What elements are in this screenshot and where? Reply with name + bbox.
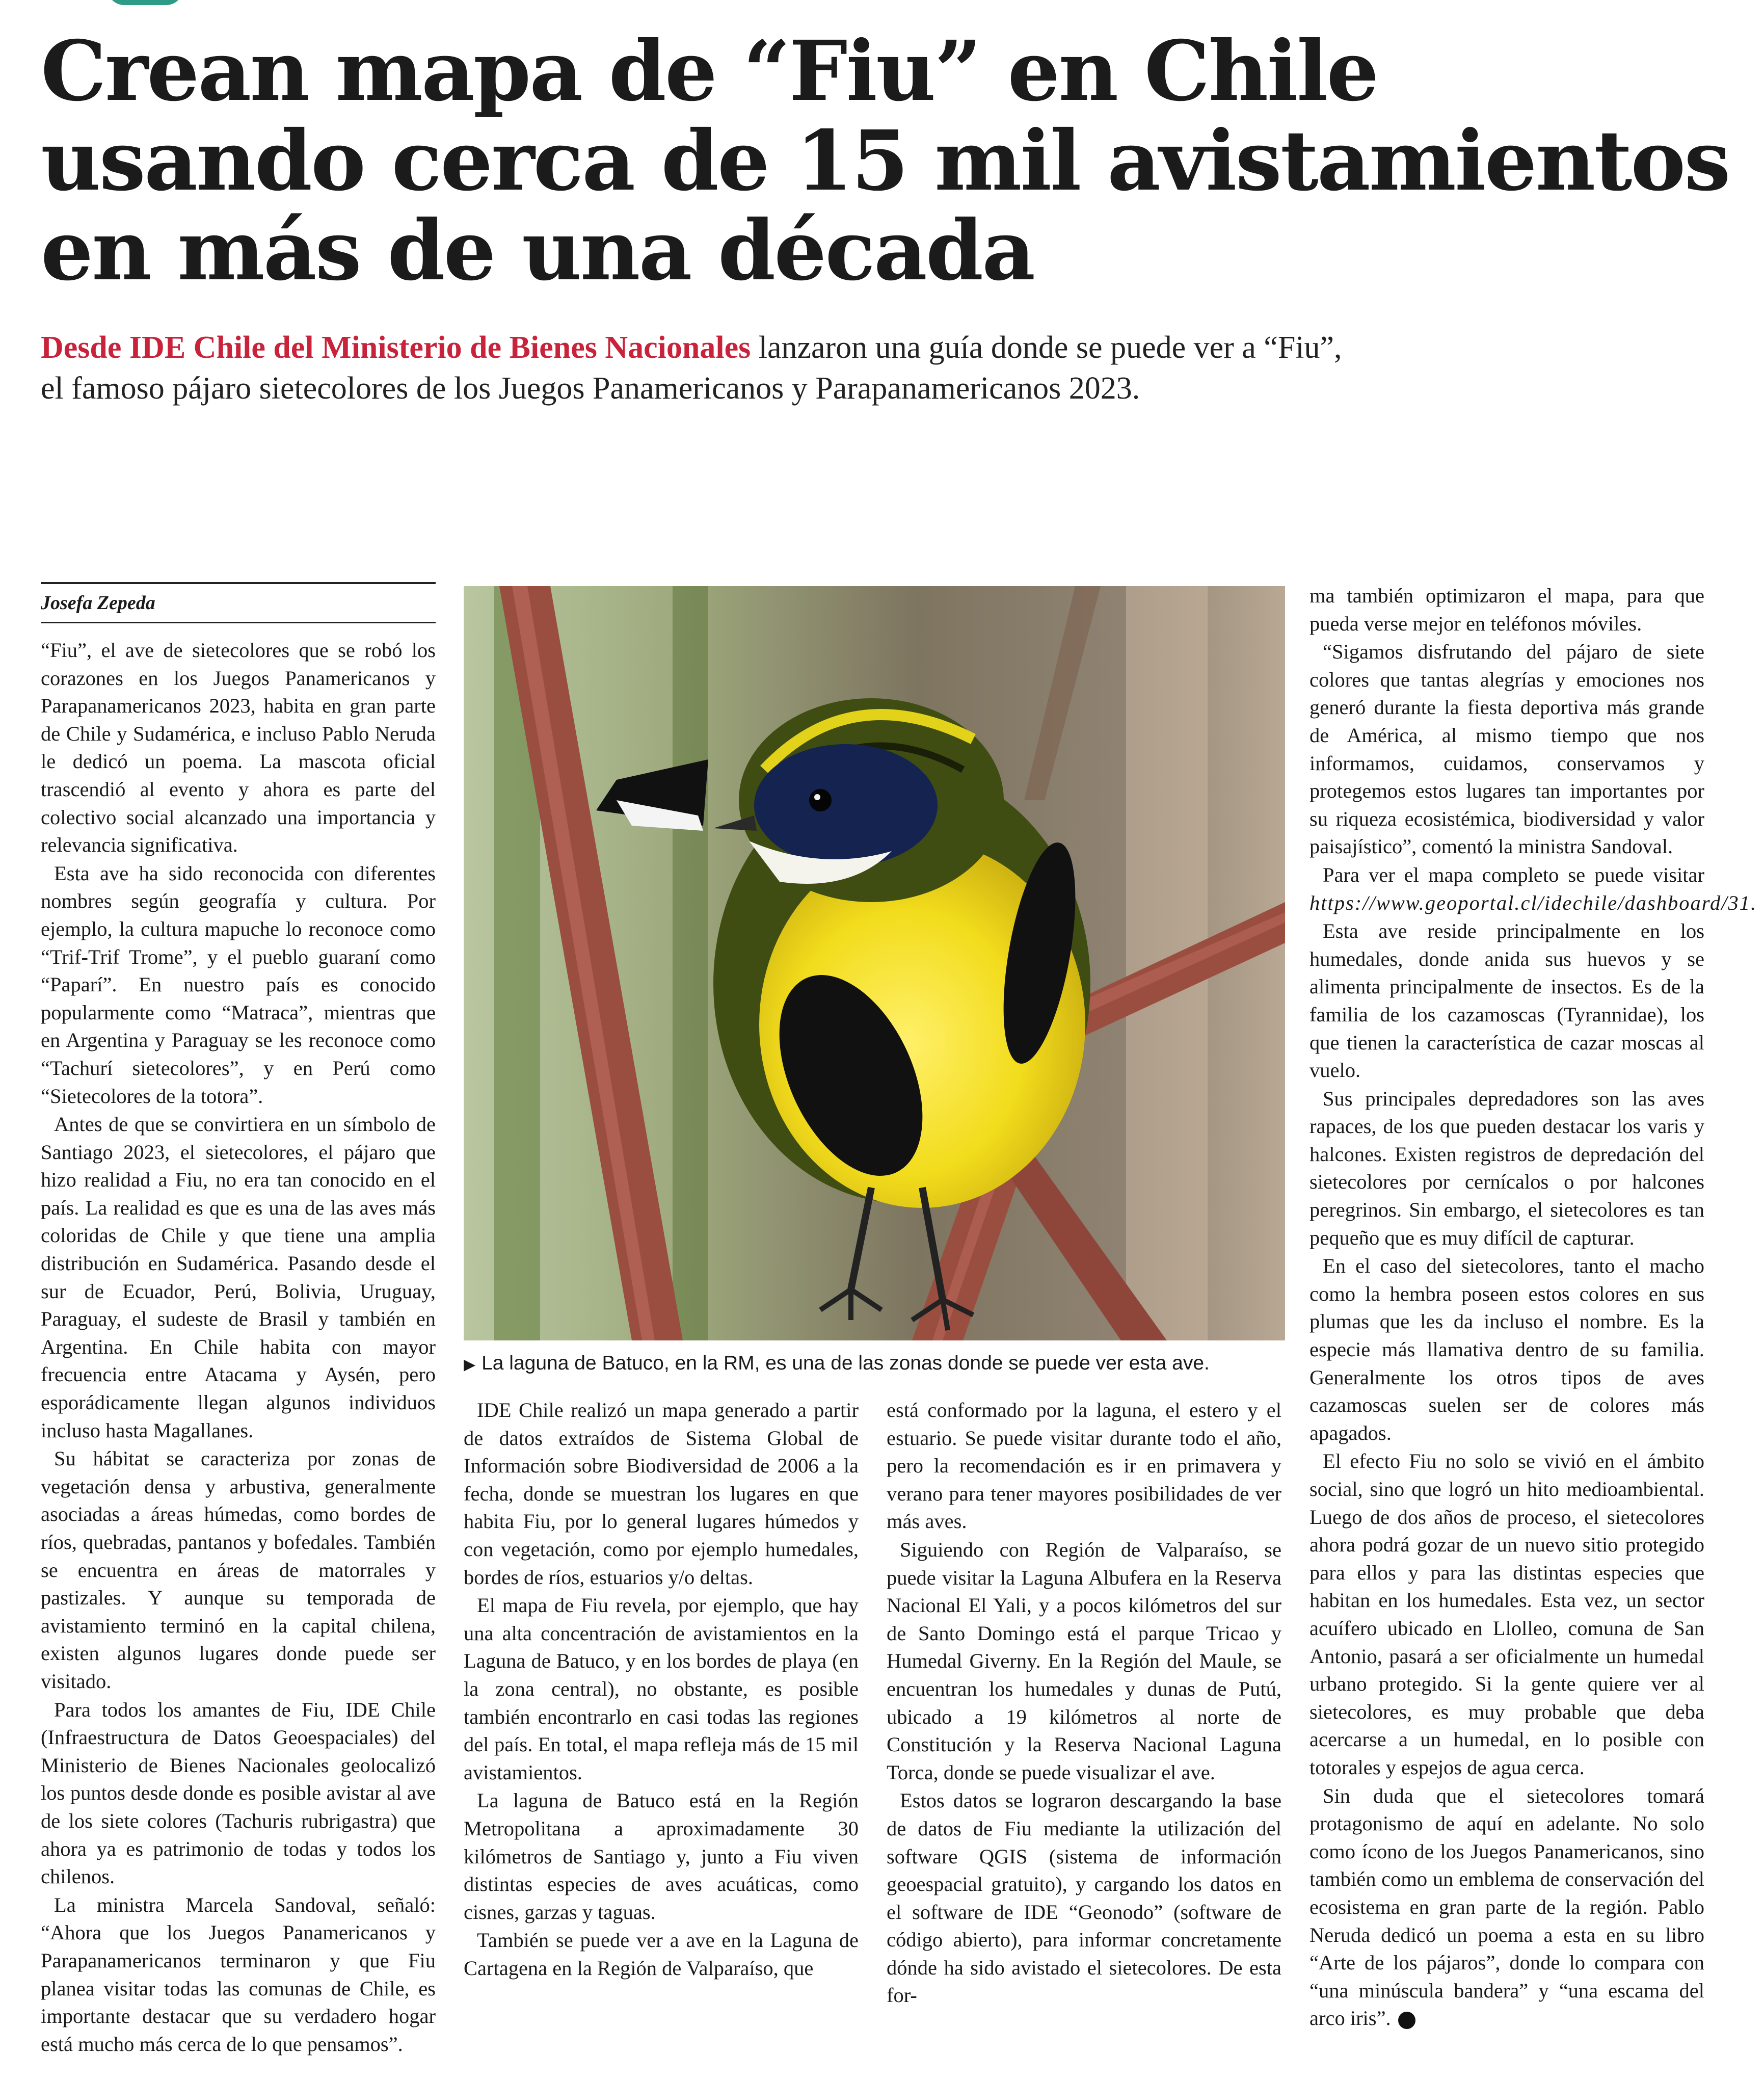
article-column-3 (887, 1397, 1281, 2010)
lead-accent: Desde IDE Chile del Ministerio de Bienes Nacionales (41, 330, 751, 365)
url-intro: Para ver el mapa completo se puede visitar (1323, 863, 1704, 886)
paragraph: La ministra Marcela Sandoval, señaló: “Ahora que los Juegos Panamericanos y Parapanamericanos terminaron y que Fiu planea visitar todas las comunas de Chile, es importante destacar que su verdadero hogar está mucho más cerca de lo que pensamos”. (41, 1893, 436, 2056)
article-column-1 (41, 582, 436, 2059)
section-tab-marker (107, 0, 183, 5)
byline: Josefa Zepeda (41, 591, 436, 623)
lead-paragraph (41, 327, 1671, 409)
paragraph-with-url (1309, 861, 1757, 917)
caption-text: La laguna de Batuco, en la RM, es una de las zonas donde se puede ver esta ave. (482, 1352, 1210, 1374)
paragraph: El mapa de Fiu revela, por ejemplo, que hay una alta concentración de avistamientos en la Laguna de Batuco, y en los bordes de playa (en la zona central), no obstante, es posible también encontrarlo en casi todas las regiones del país. En total, el mapa refleja más de 15 mil avistamientos. (464, 1594, 859, 1784)
headline-line-2: usando cerca de 15 mil avistamientos (41, 113, 1729, 209)
lead-rest-1: lanzaron una guía donde se puede ver a “Fiu”, (751, 330, 1342, 365)
photo-caption (464, 1351, 1285, 1378)
paragraph: En el caso del sietecolores, tanto el macho como la hembra poseen estos colores en sus plumas que les da incluso el nombre. Es la especie más llamativa dentro de su familia. Generalmente los otros tipos de aves cazamoscas suelen ser de colores más apagados. (1309, 1254, 1704, 1444)
headline (41, 23, 1729, 299)
paragraph: está conformado por la laguna, el estero y el estuario. Se puede visitar durante todo el año, pero la recomendación es ir en primavera y verano para tener mayores posibilidades de ver más aves. (887, 1399, 1281, 1533)
paragraph: Siguiendo con Región de Valparaíso, se puede visitar la Laguna Albufera en la Reserva Nacional El Yali, y a pocos kilómetros del sur de Santo Domingo está el parque Tricao y Humedal Giverny. En la Región del Maule, se encuentran los humedales y dunas de Putú, ubicado a 19 kilómetros al norte de Constitución y la Reserva Nacional Laguna Torca, donde se puede visualizar el ave. (887, 1538, 1281, 1784)
paragraph: Sus principales depredadores son las aves rapaces, de los que pueden destacar los varis y halcones. Existen registros de depredación del sietecolores por cernícalos o por halcones peregrinos. Sin embargo, el sietecolores es tan pequeño que es muy difícil de capturar. (1309, 1087, 1704, 1249)
byline-rule (41, 582, 436, 584)
paragraph: IDE Chile realizó un mapa generado a partir de datos extraídos de Sistema Global de Información sobre Biodiversidad de 2006 a la fecha, donde se muestran los lugares en que habita Fiu, por lo general lugares húmedos y con vegetación, como por ejemplo humedales, bordes de ríos, estuarios y/o deltas. (464, 1399, 859, 1589)
paragraph: Para todos los amantes de Fiu, IDE Chile (Infraestructura de Datos Geoespaciales) del Ministerio de Bienes Nacionales geolocalizó los puntos desde donde es posible avistar al ave de los siete colores (Tachuris rubrigastra) que ahora ya es patrimonio de todas y todos los chilenos. (41, 1698, 436, 1888)
paragraph: El efecto Fiu no solo se vivió en el ámbito social, sino que logró un hito medioambiental. Luego de dos años de proceso, el sietecolores ahora podrá gozar de un nuevo sitio protegido para ellos y para las distintas especies que habitan en los humedales. Esta vez, un sector acuífero ubicado en Llolleo, comuna de San Antonio, pasará a ser oficialmente un humedal urbano protegido. Si la gente quiere ver al sietecolores, es muy probable que deba acercarse a un humedal, en lo posible con totorales y espejos de agua cerca. (1309, 1450, 1704, 1779)
headline-line-1: Crean mapa de “Fiu” en Chile (41, 23, 1378, 120)
paragraph: Esta ave ha sido reconocida con diferentes nombres según geografía y cultura. Por ejemplo, la cultura mapuche lo reconoce como “Trif-Trif Trome”, y el pueblo guaraní como “Paparí”. En nuestro país es conocido popularmente como “Matraca”, mientras que en Argentina y Paraguay se les reconoce como “Tachurí sietecolores”, y en Perú como “Sietecolores de la totora”. (41, 861, 436, 1108)
sietecolores-bird-image (464, 586, 1285, 1340)
lead-line-1 (41, 327, 1671, 368)
paragraph: Su hábitat se caracteriza por zonas de vegetación densa y arbustiva, generalmente asociadas a áreas húmedas, como bordes de ríos, quebradas, pantanos y bofedales. También se encuentra en áreas de matorrales y pastizales. Y aunque su temporada de avistamiento terminó en la capital chilena, existen algunos lugares donde puede ser visitado. (41, 1447, 436, 1693)
paragraph: ma también optimizaron el mapa, para que pueda verse mejor en teléfonos móviles. (1309, 584, 1704, 635)
paragraph-final (1309, 1782, 1704, 2033)
paragraph: La laguna de Batuco está en la Región Metropolitana a aproximadamente 30 kilómetros de Santiago y, junto a Fiu viven distintas especies de aves acuáticas, como cisnes, garzas y taguas. (464, 1789, 859, 1924)
paragraph: “Fiu”, el ave de sietecolores que se robó los corazones en los Juegos Panamericanos y Parapanamericanos 2023, habita en gran parte de Chile y Sudamérica, e incluso Pablo Neruda le dedicó un poema. La mascota oficial trascendió al evento y ahora es parte del colectivo social alcanzado una importancia y relevancia significativa. (41, 639, 436, 857)
paragraph: Estos datos se lograron descargando la base de datos de Fiu mediante la utilización del software QGIS (sistema de información geoespacial gratuito), y cargando los datos en el software de IDE “Geonodo” (software de código abierto), para informar concretamente dónde ha sido avistado el sietecolores. De esta for- (887, 1789, 1281, 2007)
paragraph: “Sigamos disfrutando del pájaro de siete colores que tantas alegrías y emociones nos generó durante la fiesta deportiva más grande de América, al mismo tiempo que nos informamos, cuidamos, conservamos y protegemos estos lugares tan importantes por su riqueza ecosistémica, biodiversidad y valor paisajístico”, comentó la ministra Sandoval. (1309, 640, 1704, 858)
caption-triangle-icon: ▶ (464, 1356, 476, 1373)
paragraph: Esta ave reside principalmente en los humedales, donde anida sus huevos y se alimenta principalmente de insectos. Es de la familia de los cazamoscas (Tyrannidae), los que tienen la característica de cazar moscas al vuelo. (1309, 919, 1704, 1082)
lead-line-2: el famoso pájaro sietecolores de los Juegos Panamericanos y Parapanamericanos 2023. (41, 371, 1140, 406)
geoportal-link[interactable]: https://www.geoportal.cl/idechile/dashboard/31. (1309, 891, 1757, 914)
paragraph: También se puede ver a ave en la Laguna de Cartagena en la Región de Valparaíso, que (464, 1929, 859, 1980)
final-text: Sin duda que el sietecolores tomará protagonismo de aquí en adelante. No solo como ícono de los Juegos Panamericanos, sino también como un emblema de conservación del ecosistema en gran parte de la región. Pablo Neruda dedicó un poema a esta en su libro “Arte de los pájaros”, donde lo compara con “una minúscula bandera” y “una escama del arco iris”. (1309, 1784, 1704, 2030)
article-column-4 (1309, 582, 1757, 2033)
bird-photo (464, 586, 1285, 1340)
end-of-article-icon (1398, 2012, 1415, 2029)
paragraph: Antes de que se convirtiera en un símbolo de Santiago 2023, el sietecolores, el pájaro que hizo realidad a Fiu, no era tan conocido en el país. La realidad es que es una de las aves más coloridas de Chile y que tiene una amplia distribución en Sudamérica. Pasando desde el sur de Ecuador, Perú, Bolivia, Uruguay, Paraguay, el sudeste de Brasil y también en Argentina. En Chile habita con mayor frecuencia entre Atacama y Aysén, pero esporádicamente llegan algunos individuos incluso hasta Magallanes. (41, 1113, 436, 1442)
article-column-2 (464, 1397, 859, 1983)
headline-line-3: en más de una década (41, 202, 1034, 299)
